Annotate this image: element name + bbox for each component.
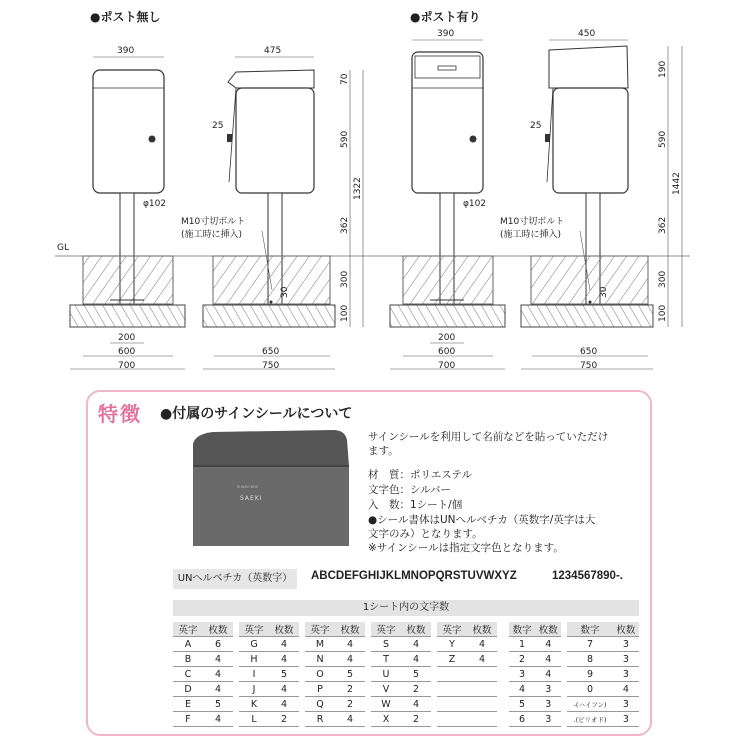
number-count: 3	[613, 652, 639, 667]
number-header-count: 枚数	[613, 622, 639, 637]
letter-char: D	[173, 682, 203, 697]
number-count: 3	[613, 637, 639, 652]
number-count: 4	[613, 682, 639, 697]
number-char: 5	[509, 697, 535, 712]
letter-count: 4	[269, 682, 299, 697]
letter-count: 6	[203, 637, 233, 652]
letter-char: A	[173, 637, 203, 652]
number-header-char: 数字	[509, 622, 535, 637]
letter-char	[437, 712, 467, 727]
number-count: 3	[535, 682, 561, 697]
right-h-base: 300	[658, 270, 668, 288]
number-header-count: 枚数	[535, 622, 561, 637]
title-with-post: ●ポスト有り	[410, 10, 481, 24]
right-front-pipe: φ102	[463, 199, 487, 209]
letter-count: 4	[203, 712, 233, 727]
letter-header-char: 英字	[173, 622, 203, 637]
letter-count: 2	[401, 712, 431, 727]
number-count: 3	[613, 697, 639, 712]
letter-count: 4	[269, 637, 299, 652]
table-row	[509, 637, 639, 652]
left-front-base-inner: 200	[118, 333, 136, 343]
right-side-bolt-1: M10寸切ボルト	[500, 217, 565, 227]
number-char: 8	[567, 652, 613, 667]
desc-line-3: 材 質：ポリエステル	[368, 469, 473, 481]
number-count: 3	[613, 712, 639, 727]
left-h-top: 70	[340, 73, 350, 85]
product-photo	[183, 428, 353, 546]
letter-char: K	[239, 697, 269, 712]
photo-small-text: SUNAO BOX	[237, 485, 258, 489]
desc-line-6: ●シール書体はUNへルベチカ（英数字/英字は大	[368, 514, 596, 526]
number-count: 4	[535, 667, 561, 682]
letter-count: 5	[203, 697, 233, 712]
letter-count: 4	[203, 682, 233, 697]
right-side-bolt-2: (施工時に挿入)	[500, 230, 562, 240]
letters-count-table	[173, 622, 497, 727]
letter-char: T	[371, 652, 401, 667]
numbers-count-table	[509, 622, 639, 727]
desc-line-5: 入 数：1シート/個	[368, 499, 463, 511]
right-h-body: 590	[658, 130, 668, 148]
letter-count: 2	[401, 682, 431, 697]
letter-char	[437, 697, 467, 712]
table-row	[173, 712, 497, 727]
number-char: 7	[567, 637, 613, 652]
letter-char: B	[173, 652, 203, 667]
letter-char: L	[239, 712, 269, 727]
left-front-width: 390	[117, 46, 135, 56]
font-sample-numbers: 1234567890-.	[552, 570, 623, 582]
number-char: 2	[509, 652, 535, 667]
font-label: UNへルベチカ（英数字）	[173, 569, 297, 589]
table-row	[509, 697, 639, 712]
desc-line-2: ます。	[368, 445, 399, 457]
letter-count: 4	[269, 652, 299, 667]
letter-char: X	[371, 712, 401, 727]
letter-header-count: 枚数	[467, 622, 497, 637]
number-count: 3	[535, 712, 561, 727]
right-side-view	[500, 29, 682, 371]
letter-char: F	[173, 712, 203, 727]
number-header-char: 数字	[567, 622, 613, 637]
letter-char: V	[371, 682, 401, 697]
left-side-width: 475	[264, 46, 282, 56]
letter-count: 5	[269, 667, 299, 682]
desc-line-7: 文字のみ）となります。	[368, 528, 483, 540]
letter-char: U	[371, 667, 401, 682]
left-h-base: 300	[340, 270, 350, 288]
left-front-view	[70, 46, 185, 371]
letter-char: Z	[437, 652, 467, 667]
table-row	[509, 682, 639, 697]
number-char: 0	[567, 682, 613, 697]
letter-char: W	[371, 697, 401, 712]
letter-char: Q	[305, 697, 335, 712]
number-char: .(ピリオド)	[567, 712, 613, 727]
photo-sign-text: SAEKI	[240, 495, 263, 502]
table-row	[173, 637, 497, 652]
letter-count: 5	[401, 667, 431, 682]
letter-count: 2	[335, 697, 365, 712]
letter-char: E	[173, 697, 203, 712]
right-side-width: 450	[578, 29, 596, 39]
letter-count: 4	[269, 697, 299, 712]
letter-count: 2	[335, 682, 365, 697]
number-char: 9	[567, 667, 613, 682]
table-row	[509, 712, 639, 727]
letter-char: N	[305, 652, 335, 667]
gl-label: GL	[57, 243, 69, 253]
title-without-post: ●ポスト無し	[90, 10, 161, 24]
right-side-base-width: 650	[580, 347, 598, 357]
letter-count: 4	[467, 652, 497, 667]
letter-header-count: 枚数	[203, 622, 233, 637]
letter-char: Y	[437, 637, 467, 652]
table-row	[173, 682, 497, 697]
letter-char	[437, 682, 467, 697]
right-h-pole: 362	[658, 216, 668, 234]
right-front-base-mid: 600	[438, 347, 456, 357]
letter-count	[467, 667, 497, 682]
letter-header-char: 英字	[371, 622, 401, 637]
letter-count: 5	[335, 667, 365, 682]
left-h-pole: 362	[340, 216, 350, 234]
desc-line-4: 文字色：シルバー	[368, 484, 452, 496]
letter-count: 4	[335, 652, 365, 667]
font-sample-bar	[173, 569, 643, 589]
letter-char: J	[239, 682, 269, 697]
left-side-view	[181, 46, 363, 371]
number-char: -(ハイフン)	[567, 697, 613, 712]
letter-count: 4	[401, 652, 431, 667]
left-side-hinge: 25	[212, 121, 224, 131]
right-front-view	[390, 29, 505, 371]
table-row	[173, 652, 497, 667]
letter-header-char: 英字	[239, 622, 269, 637]
right-h-total: 1442	[672, 172, 682, 195]
right-side-anchor: 30	[599, 286, 609, 298]
number-count: 4	[535, 637, 561, 652]
number-char: 3	[509, 667, 535, 682]
letter-count	[467, 697, 497, 712]
letter-header-count: 枚数	[401, 622, 431, 637]
letter-char: G	[239, 637, 269, 652]
letter-header-count: 枚数	[269, 622, 299, 637]
right-front-width: 390	[437, 29, 455, 39]
number-count: 3	[613, 667, 639, 682]
number-char: 1	[509, 637, 535, 652]
desc-line-1: サインシールを利用して名前などを貼っていただけ	[368, 431, 609, 443]
desc-line-8: ※サインシールは指定文字色となります。	[368, 542, 564, 554]
left-side-base-outer: 750	[262, 361, 280, 371]
left-h-gravel: 100	[340, 304, 350, 322]
letter-char: M	[305, 637, 335, 652]
table-row	[509, 667, 639, 682]
count-table-title: 1シート内の文字数	[173, 600, 639, 616]
letter-char: R	[305, 712, 335, 727]
letter-char: C	[173, 667, 203, 682]
letter-char: H	[239, 652, 269, 667]
features-title: ●付属のサインシールについて	[160, 406, 353, 422]
left-side-bolt-2: (施工時に挿入)	[181, 230, 243, 240]
letter-count	[467, 682, 497, 697]
number-char: 4	[509, 682, 535, 697]
letter-char: I	[239, 667, 269, 682]
table-row	[173, 697, 497, 712]
left-side-anchor: 30	[280, 286, 290, 298]
right-front-base-outer: 700	[438, 361, 456, 371]
right-front-base-inner: 200	[438, 333, 456, 343]
letter-char: P	[305, 682, 335, 697]
left-h-body: 590	[340, 130, 350, 148]
right-side-hinge: 25	[530, 121, 542, 131]
letter-count: 4	[401, 637, 431, 652]
left-front-base-outer: 700	[118, 361, 136, 371]
letter-header-count: 枚数	[335, 622, 365, 637]
right-h-top: 190	[658, 60, 668, 78]
letter-count: 4	[335, 712, 365, 727]
left-h-total: 1322	[353, 177, 363, 200]
letter-count: 4	[335, 637, 365, 652]
letter-count: 4	[467, 637, 497, 652]
letter-count: 4	[203, 652, 233, 667]
letter-count: 4	[401, 697, 431, 712]
letter-header-char: 英字	[305, 622, 335, 637]
letter-header-char: 英字	[437, 622, 467, 637]
letter-char	[437, 667, 467, 682]
letter-char: O	[305, 667, 335, 682]
letter-count: 2	[269, 712, 299, 727]
number-count: 4	[535, 652, 561, 667]
right-h-gravel: 100	[658, 304, 668, 322]
table-row	[173, 667, 497, 682]
left-side-bolt-1: M10寸切ボルト	[181, 217, 246, 227]
letter-count: 4	[203, 667, 233, 682]
number-count: 3	[535, 697, 561, 712]
letter-count	[467, 712, 497, 727]
letter-char: S	[371, 637, 401, 652]
right-side-base-outer: 750	[580, 361, 598, 371]
left-front-pipe: φ102	[143, 199, 167, 209]
font-sample-letters: ABCDEFGHIJKLMNOPQRSTUVWXYZ	[311, 570, 517, 582]
table-row	[509, 652, 639, 667]
number-char: 6	[509, 712, 535, 727]
left-front-base-mid: 600	[118, 347, 136, 357]
left-side-base-width: 650	[262, 347, 280, 357]
features-tag: 特徴	[98, 402, 142, 426]
